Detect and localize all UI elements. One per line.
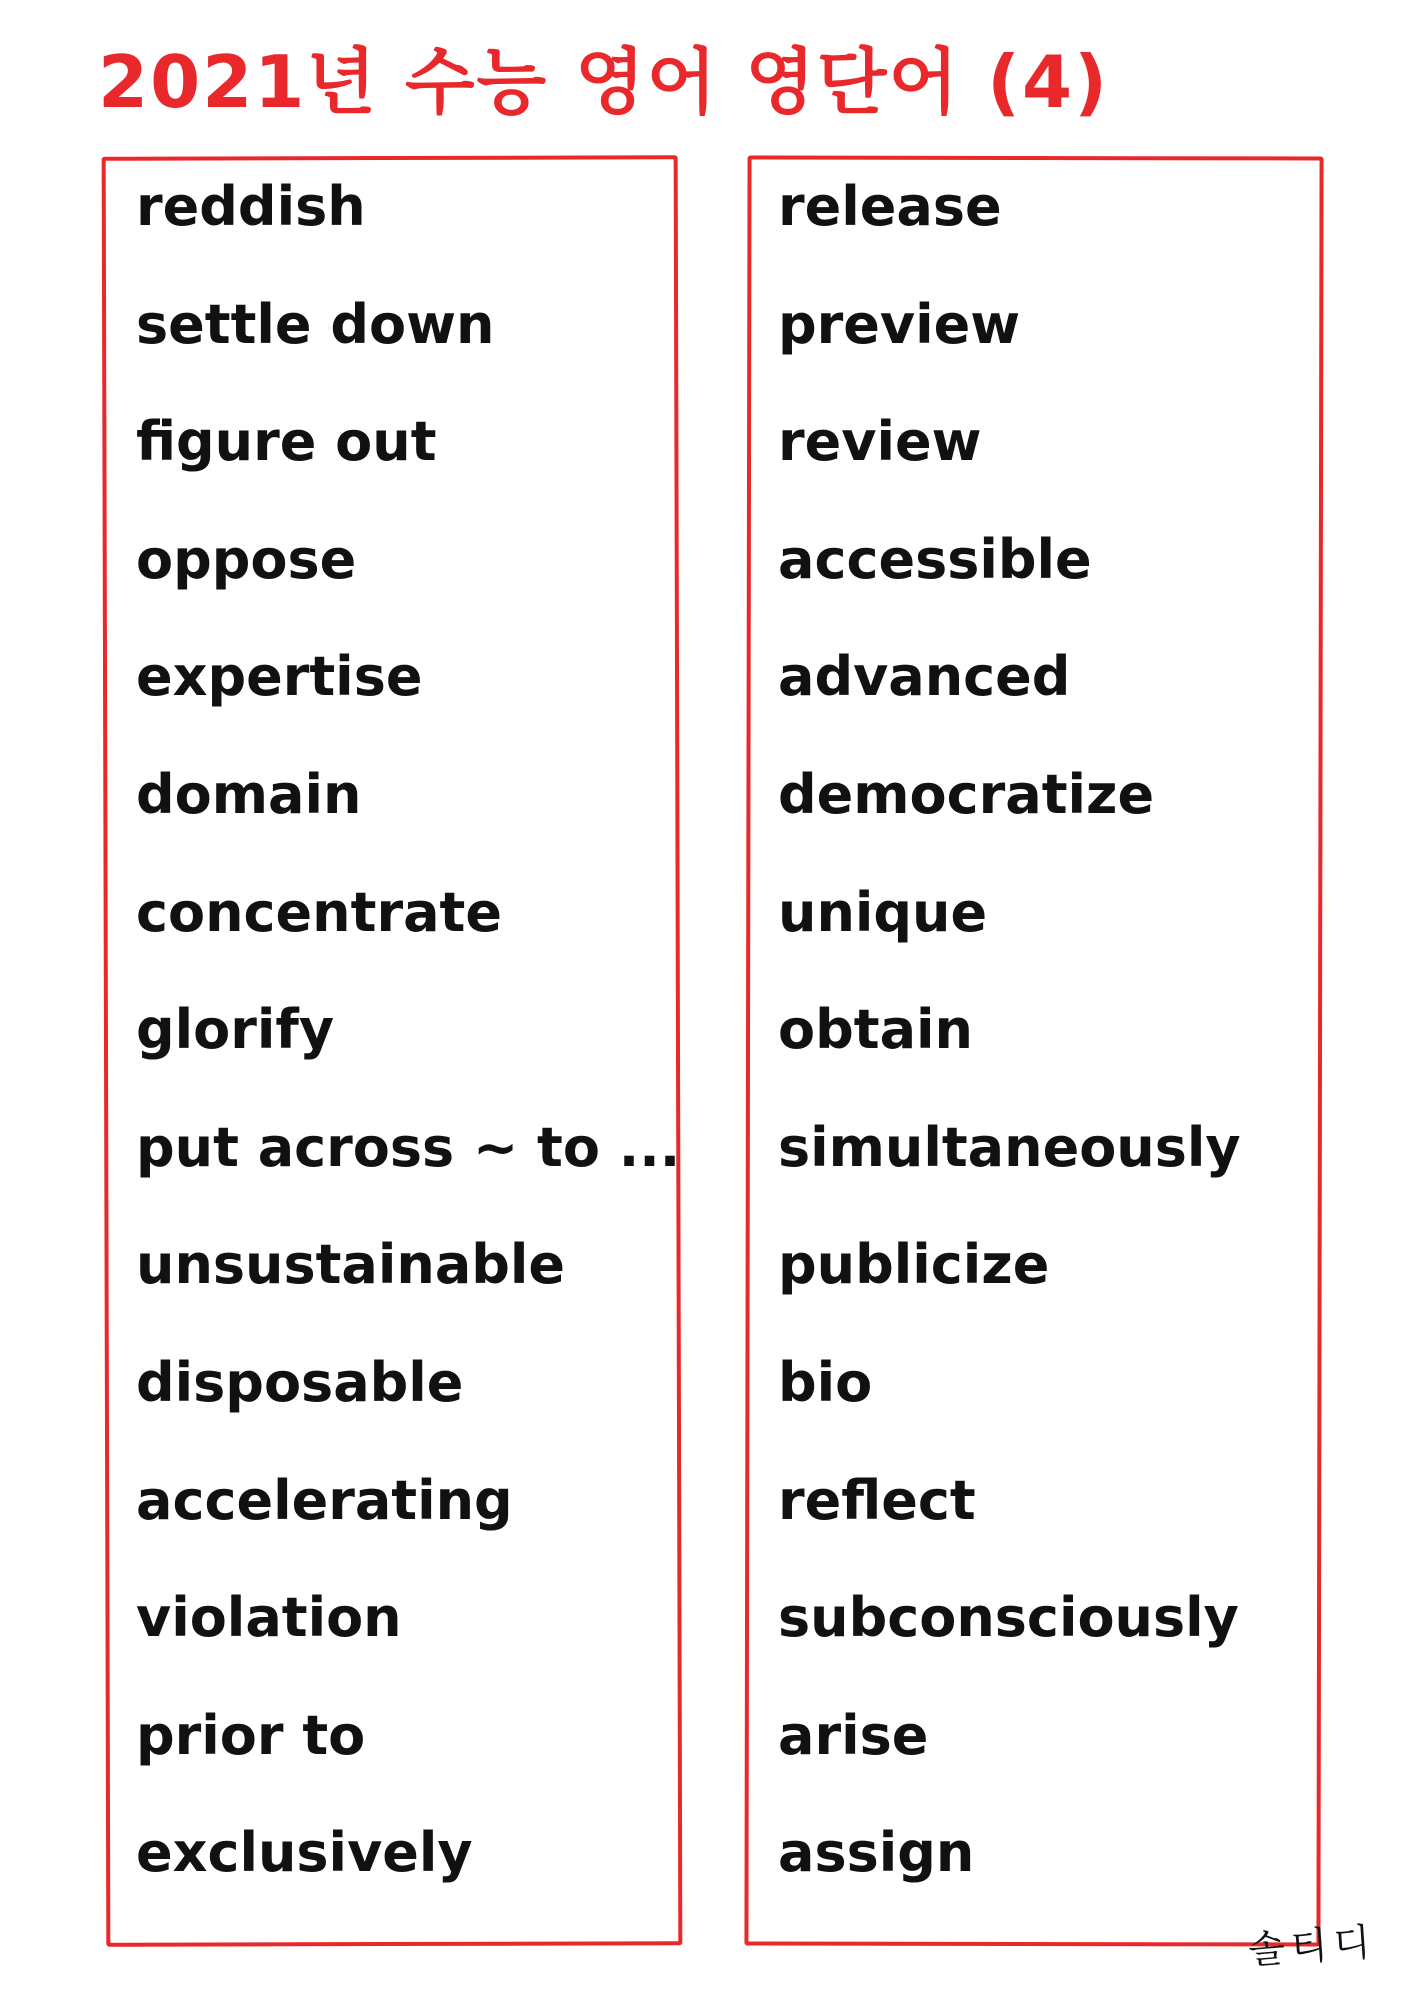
list-item: assign — [778, 1821, 975, 1885]
list-item: put across ~ to ... — [136, 1115, 681, 1179]
list-item: accelerating — [136, 1468, 513, 1532]
list-item: release — [778, 175, 1002, 238]
list-item: democratize — [778, 762, 1155, 826]
list-item: settle down — [136, 292, 495, 356]
list-item: subconsciously — [778, 1586, 1239, 1650]
list-item: preview — [778, 292, 1021, 356]
list-item: disposable — [136, 1350, 464, 1414]
list-item: expertise — [136, 645, 423, 709]
list-item: exclusively — [136, 1821, 473, 1885]
list-item: unsustainable — [136, 1233, 566, 1297]
list-item: bio — [778, 1350, 873, 1414]
list-item: figure out — [136, 410, 437, 474]
list-item: domain — [136, 762, 362, 826]
word-list-right — [778, 164, 1241, 1928]
list-item: prior to — [136, 1703, 366, 1767]
list-item: simultaneously — [778, 1115, 1241, 1179]
list-item: publicize — [778, 1233, 1050, 1297]
list-item: reflect — [778, 1468, 976, 1532]
list-item: accessible — [778, 527, 1092, 591]
list-item: reddish — [136, 175, 366, 238]
page-title: 2021년 수능 영어 영단어 (4) — [98, 40, 1109, 124]
list-item: concentrate — [136, 880, 502, 944]
list-item: glorify — [136, 998, 335, 1062]
list-item: obtain — [778, 998, 973, 1062]
author-signature: 솔티디 — [1246, 1919, 1378, 1973]
list-item: review — [778, 410, 982, 474]
list-item: arise — [778, 1703, 929, 1767]
list-item: unique — [778, 880, 988, 944]
word-list-left — [136, 164, 680, 1928]
list-item: advanced — [778, 645, 1071, 709]
list-item: oppose — [136, 527, 357, 591]
list-item: violation — [136, 1586, 402, 1650]
